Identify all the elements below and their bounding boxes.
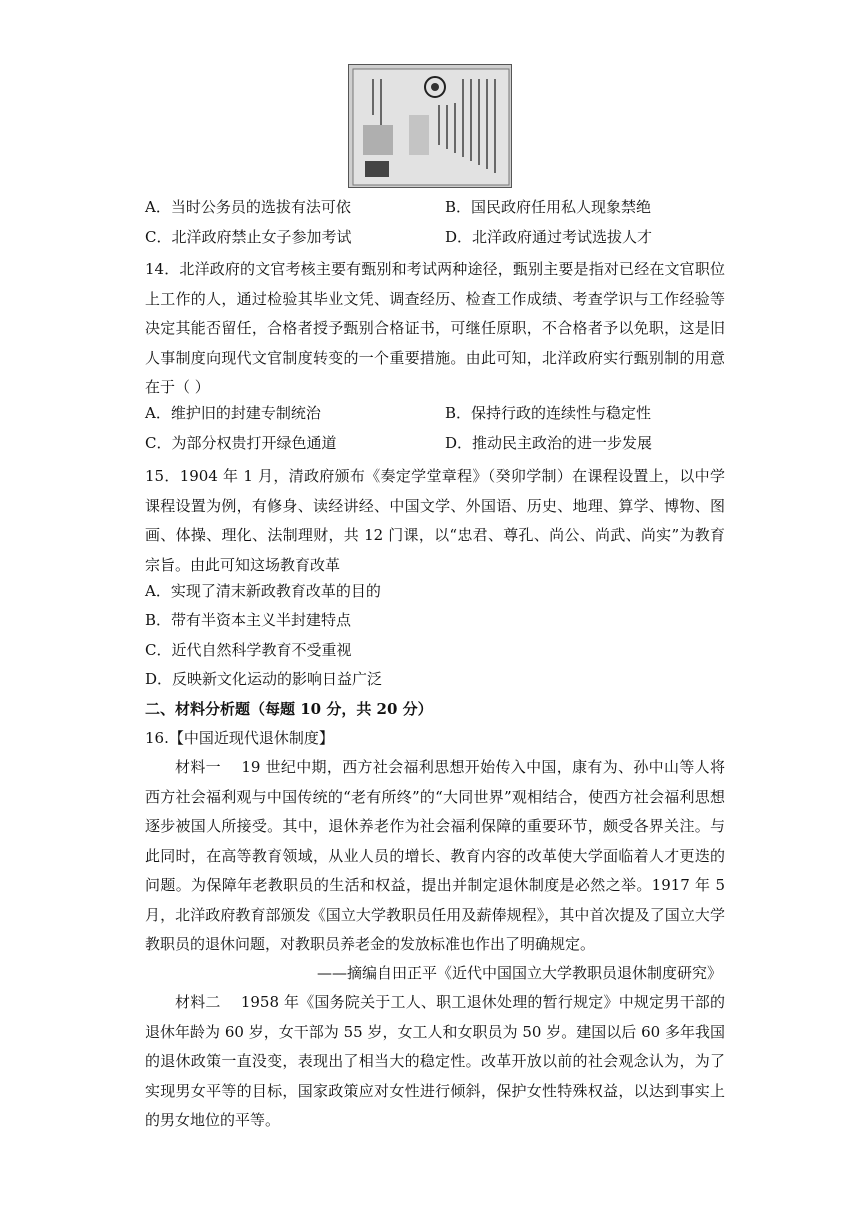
q16-source: ——摘编自田正平《近代中国国立大学教职员退休制度研究》	[316, 964, 722, 982]
q16-title: 16.【中国近现代退休制度】	[145, 729, 334, 747]
q14-option-a: A．维护旧的封建专制统治	[145, 404, 321, 422]
q16-material-one: 材料一 19 世纪中期，西方社会福利思想开始传入中国，康有为、孙中山等人将西方社会福利观与中国传统的“老有所终”的“大同世界”观相结合，使西方社会福利思想逐步被国人所接受。其中，退休养老作为社会福利保障的重要环节，颇受各界关注。与此同时，在高等教育领域，从业人员的增长、教育内容的改革使大学面临着人才更迭的问题。为保障年老教职员的生活和权益，提出并制定退休制度是必然之举。1917 年 5 月，北洋政府教育部颁发《国立大学教职员任用及薪俸规程》，其中首次提及了国立大学教职员的退休问题，对教职员养老金的发放标准也作出了明确规定。	[145, 758, 725, 953]
q14-option-c: C．为部分权贵打开绿色通道	[145, 434, 337, 452]
historical-certificate-photo	[348, 64, 512, 188]
q14-option-b: B．保持行政的连续性与稳定性	[445, 404, 652, 422]
q14-option-d: D．推动民主政治的进一步发展	[445, 434, 653, 452]
q15-option-c: C．近代自然科学教育不受重视	[145, 641, 352, 659]
q16-material-two: 材料二 1958 年《国务院关于工人、职工退休处理的暂行规定》中规定男干部的退休年龄为 60 岁，女干部为 55 岁，女工人和女职员为 50 岁。建国以后 60 多年我国的退休政策一直没变，表现出了相当大的稳定性。改革开放以前的社会观念认为，为了实现男女平等的目标，国家政策应对女性进行倾斜，保护女性特殊权益，以达到事实上的男女地位的平等。	[145, 993, 725, 1129]
q14-stem: 14．北洋政府的文官考核主要有甄别和考试两种途径，甄别主要是指对已经在文官职位上工作的人，通过检验其毕业文凭、调查经历、检查工作成绩、考查学识与工作经验等决定其能否留任，合格者授予甄别合格证书，可继任原职，不合格者予以免职，这是旧人事制度向现代文官制度转变的一个重要措施。由此可知，北洋政府实行甄别制的用意在于（ ）	[145, 260, 725, 396]
q13-option-d: D．北洋政府通过考试选拔人才	[445, 228, 653, 246]
q13-option-b: B．国民政府任用私人现象禁绝	[445, 198, 652, 216]
q13-option-c: C．北洋政府禁止女子参加考试	[145, 228, 352, 246]
q15-option-a: A．实现了清末新政教育改革的目的	[145, 582, 381, 600]
section-title: 二、材料分析题（每题 10 分，共 20 分）	[145, 700, 433, 718]
q15-option-d: D．反映新文化运动的影响日益广泛	[145, 670, 383, 688]
q15-stem: 15．1904 年 1 月，清政府颁布《奏定学堂章程》（癸卯学制）在课程设置上，以中学课程设置为例，有修身、读经讲经、中国文学、外国语、历史、地理、算学、博物、图画、体操、理化、法制理财，共 12 门课，以“忠君、尊孔、尚公、尚武、尚实”为教育宗旨。由此可知这场教育改革	[145, 467, 725, 574]
q13-option-a: A．当时公务员的选拔有法可依	[145, 198, 351, 216]
q15-option-b: B．带有半资本主义半封建特点	[145, 611, 352, 629]
